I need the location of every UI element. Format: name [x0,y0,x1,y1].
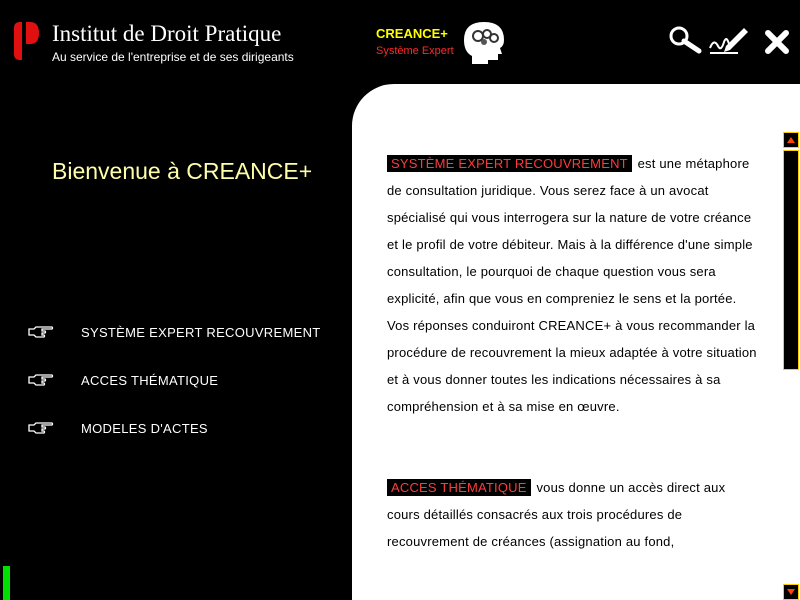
vertical-scrollbar[interactable] [782,132,800,600]
menu-item-systeme-expert[interactable] [28,308,321,356]
menu-item-label: ACCES THÉMATIQUE [81,372,219,388]
product-subtitle: Système Expert [376,45,454,57]
pointing-hand-icon [28,372,54,388]
menu-item-modeles-actes[interactable] [28,404,321,452]
welcome-heading: Bienvenue à CREANCE+ [52,158,313,184]
institute-title: Institut de Droit Pratique [52,21,282,46]
content-text [387,150,757,555]
paragraph-text: vous donne un accès direct aux cours détaillés consacrés aux trois procédures de recouvrement de créances (assignation au fond, [387,480,726,549]
main-menu [28,308,321,452]
product-title: CREANCE+ [376,26,448,41]
institute-subtitle: Au service de l'entreprise et de ses dirigeants [52,50,294,64]
menu-item-label: MODELES D'ACTES [81,420,208,436]
pointing-hand-icon [28,420,54,436]
logo-icon [12,20,40,62]
status-indicator [3,566,10,600]
menu-item-acces-thematique[interactable] [28,356,321,404]
arrow-up-icon [787,137,795,143]
brain-head-icon [460,18,508,66]
scroll-up-button[interactable] [783,132,799,148]
arrow-down-icon [787,589,795,595]
close-icon[interactable] [764,29,790,55]
term-tag: SYSTÈME EXPERT RECOUVREMENT [387,155,632,172]
paragraph-systeme-expert [387,150,757,420]
paragraph-text: est une métaphore de consultation juridique. Vous serez face à un avocat spécialisé qui vous interrogera sur la nature de votre créance et le profil de votre débiteur. Mais à la différence d'une simple consultation, le pourquoi de chaque question vous sera explicité, afin que vous en compreniez le sens et la portée. Vos réponses conduiront CREANCE+ à vous recommander la procédure de recouvrement la mieux adaptée à votre situation et à vous donner toutes les indications nécessaires à sa compréhension et à sa mise en œuvre. [387,156,757,414]
menu-item-label: SYSTÈME EXPERT RECOUVREMENT [81,324,321,340]
pointing-hand-icon [28,324,54,340]
scroll-down-button[interactable] [783,584,799,600]
content-panel [352,84,800,600]
scroll-thumb[interactable] [783,150,799,370]
term-tag: ACCES THÉMATIQUE [387,479,531,496]
paragraph-acces-thematique [387,474,757,555]
search-icon[interactable] [668,26,702,54]
sign-pen-icon[interactable] [708,24,750,56]
